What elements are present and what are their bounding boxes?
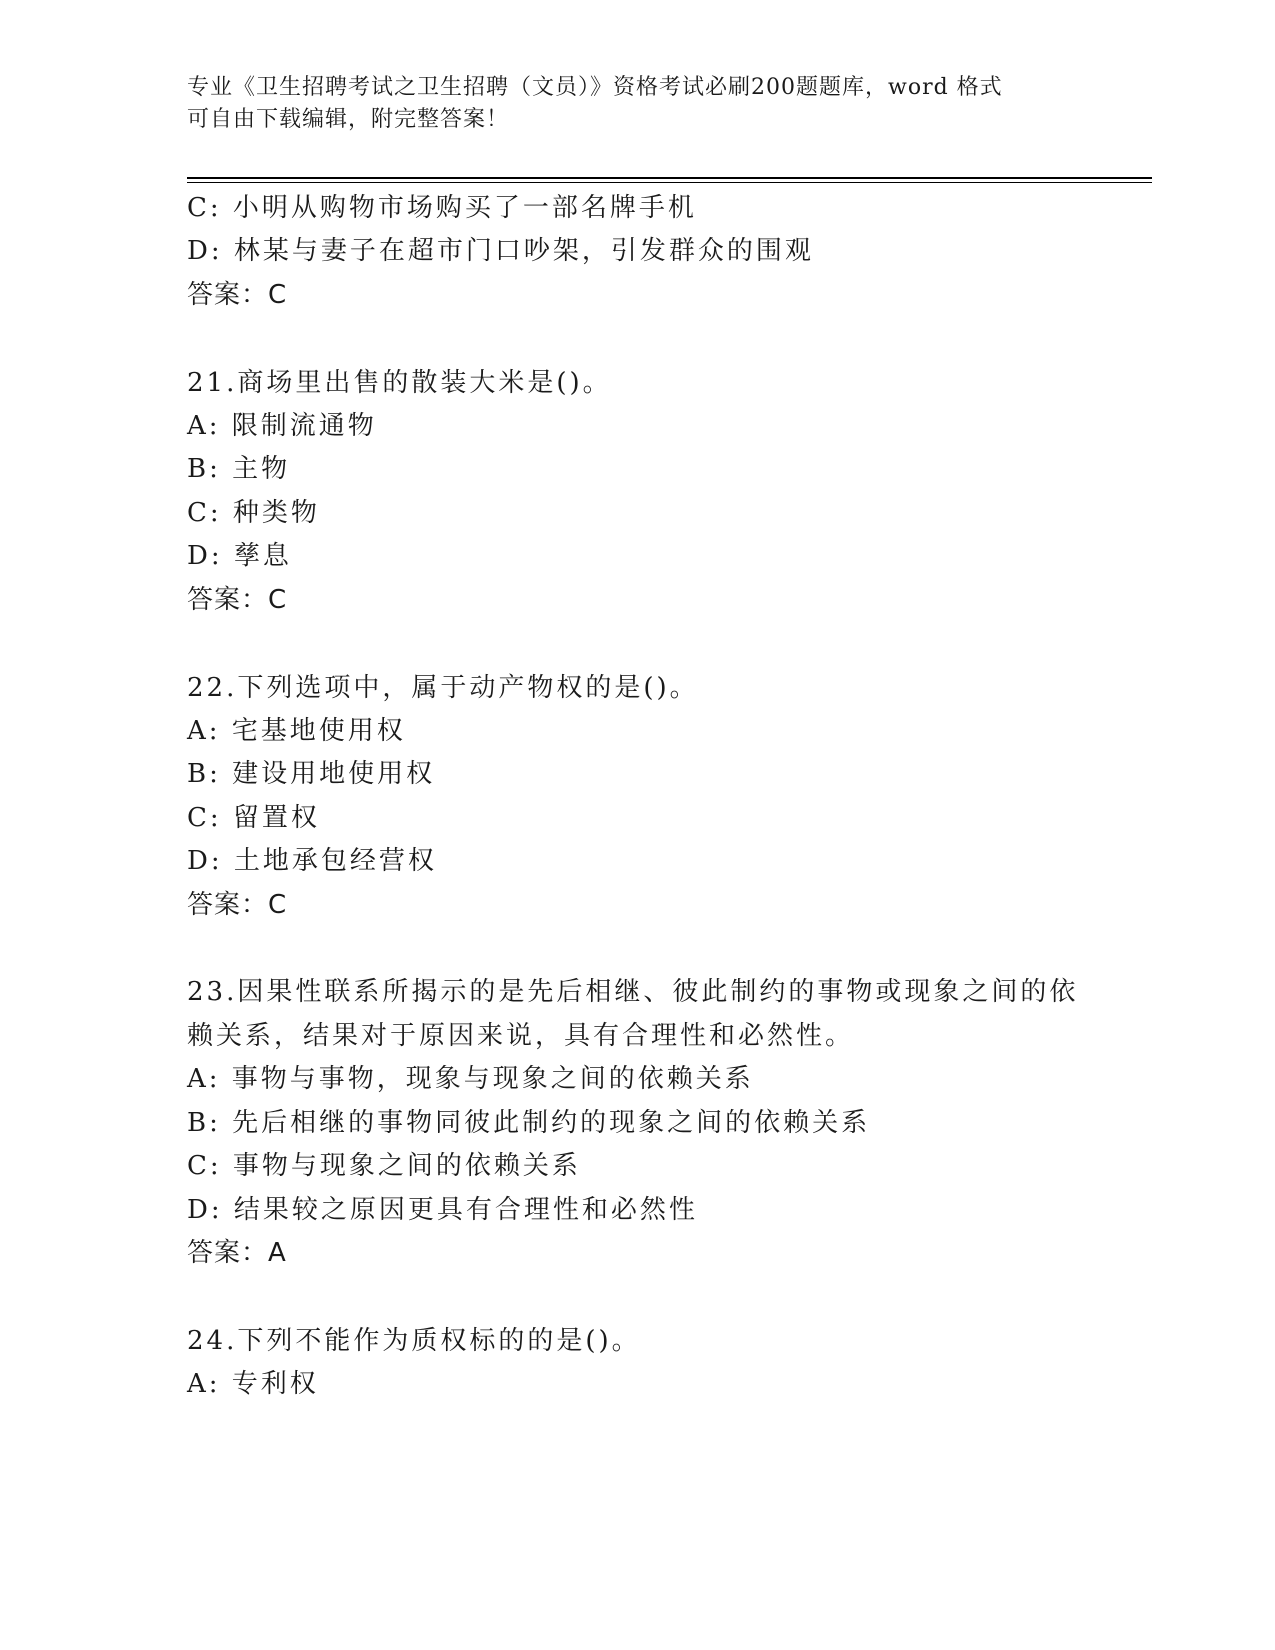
- header-line-2: 可自由下载编辑，附完整答案！: [187, 107, 510, 132]
- q22-stem: 22.下列选项中，属于动产物权的是()。: [187, 673, 699, 703]
- q24-option-a: A: 专利权: [187, 1369, 319, 1399]
- q23-option-b: B: 先后相继的事物同彼此制约的现象之间的依赖关系: [187, 1108, 871, 1138]
- header-divider-thick: [187, 177, 1152, 179]
- q21-answer: 答案：C: [187, 585, 288, 615]
- q21-option-a: A: 限制流通物: [187, 411, 377, 441]
- document-header: [187, 72, 1087, 136]
- header-divider-thin: [187, 182, 1152, 183]
- q21-option-c: C: 种类物: [187, 498, 320, 528]
- q22-option-d: D: 土地承包经营权: [187, 846, 437, 876]
- q23-answer: 答案：A: [187, 1238, 287, 1268]
- q22-option-b: B: 建设用地使用权: [187, 759, 436, 789]
- q23-stem-line-2: 赖关系，结果对于原因来说，具有合理性和必然性。: [187, 1021, 855, 1051]
- q23-stem-line-1: 23.因果性联系所揭示的是先后相继、彼此制约的事物或现象之间的依: [187, 977, 1079, 1007]
- prev-answer: 答案：C: [187, 280, 288, 310]
- prev-option-c: C: 小明从购物市场购买了一部名牌手机: [187, 193, 697, 223]
- q21-option-b: B: 主物: [187, 454, 291, 484]
- header-line-1: 专业《卫生招聘考试之卫生招聘（文员）》资格考试必刷200题题库，word 格式: [187, 75, 1003, 100]
- q24-stem: 24.下列不能作为质权标的的是()。: [187, 1326, 641, 1356]
- q23-option-d: D: 结果较之原因更具有合理性和必然性: [187, 1195, 698, 1225]
- q23-option-c: C: 事物与现象之间的依赖关系: [187, 1151, 581, 1181]
- q22-option-c: C: 留置权: [187, 803, 320, 833]
- q23-option-a: A: 事物与事物，现象与现象之间的依赖关系: [187, 1064, 754, 1094]
- q21-stem: 21.商场里出售的散装大米是()。: [187, 368, 612, 398]
- q22-answer: 答案：C: [187, 890, 288, 920]
- q21-option-d: D: 孳息: [187, 541, 292, 571]
- q22-option-a: A: 宅基地使用权: [187, 716, 406, 746]
- prev-option-d: D: 林某与妻子在超市门口吵架，引发群众的围观: [187, 236, 814, 266]
